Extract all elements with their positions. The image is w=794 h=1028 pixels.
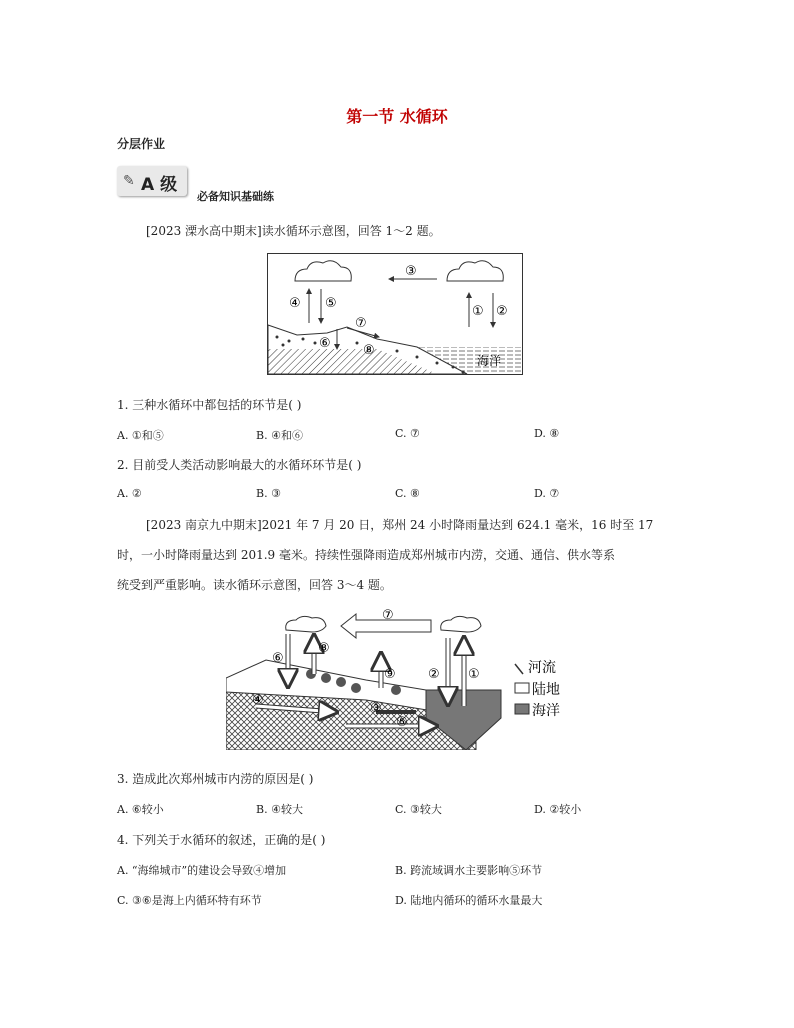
fig2-label-9: ⑨ — [384, 667, 396, 682]
fig2-label-2: ② — [428, 667, 440, 682]
legend-land-swatch — [515, 683, 529, 693]
q2-option-d[interactable]: D. ⑦ — [534, 487, 560, 500]
legend-river: 河流 — [528, 660, 556, 676]
q3-option-b[interactable]: B. ④较大 — [256, 803, 303, 816]
intro-2-line-3: 统受到严重影响。读水循环示意图，回答 3～4 题。 — [117, 578, 392, 592]
legend-ocean-swatch — [515, 704, 529, 714]
fig1-label-1: ① — [472, 304, 484, 319]
level-badge-label: A 级 — [141, 175, 178, 195]
fig2-label-8: ⑧ — [318, 641, 330, 656]
fig2-label-3: ③ — [370, 701, 382, 716]
subsection-heading: 必备知识基础练 — [197, 190, 274, 203]
q2-option-a[interactable]: A. ② — [117, 487, 142, 500]
intro-2-line-1: [2023 南京九中期末]2021 年 7 月 20 日，郑州 24 小时降雨量达到 624.1 毫米，16 时至 17 — [146, 518, 654, 532]
fig1-label-4: ④ — [289, 296, 301, 311]
section-heading: 分层作业 — [117, 137, 166, 151]
q1-option-c[interactable]: C. ⑦ — [395, 427, 420, 440]
q3-option-a[interactable]: A. ⑥较小 — [117, 803, 164, 816]
water-cycle-figure-2 — [226, 608, 580, 750]
q4-option-b[interactable]: B. 跨流域调水主要影响⑤环节 — [395, 864, 543, 877]
fig2-label-6: ⑥ — [272, 651, 284, 666]
q4-option-a[interactable]: A. “海绵城市”的建设会导致④增加 — [117, 864, 287, 877]
q3-option-d[interactable]: D. ②较小 — [534, 803, 582, 816]
fig1-label-5: ⑤ — [325, 296, 337, 311]
question-4: 4. 下列关于水循环的叙述，正确的是( ) — [117, 833, 326, 847]
legend-river-icon — [515, 664, 523, 674]
q1-option-d[interactable]: D. ⑧ — [534, 427, 560, 440]
q1-option-a[interactable]: A. ①和⑤ — [117, 429, 164, 442]
fig2-label-4: ④ — [252, 693, 264, 708]
page-title: 第一节 水循环 — [346, 107, 448, 126]
water-cycle-figure-1 — [267, 253, 523, 375]
q4-option-c[interactable]: C. ③⑥是海上内循环特有环节 — [117, 894, 262, 907]
q4-option-d[interactable]: D. 陆地内循环的循环水量最大 — [395, 894, 543, 907]
q1-option-b[interactable]: B. ④和⑥ — [256, 429, 303, 442]
q3-option-c[interactable]: C. ③较大 — [395, 803, 442, 816]
fig2-label-7: ⑦ — [382, 608, 394, 623]
q2-option-b[interactable]: B. ③ — [256, 487, 281, 500]
fig1-label-8: ⑧ — [363, 343, 375, 358]
fig1-label-6: ⑥ — [319, 336, 331, 351]
level-badge — [117, 166, 187, 196]
legend-ocean: 海洋 — [532, 703, 560, 719]
pencil-icon: ✎ — [123, 173, 135, 189]
cloud-left-icon — [286, 616, 326, 632]
fig1-ocean-label: 海洋 — [477, 354, 502, 368]
cloud-right-icon — [441, 616, 481, 632]
fig1-label-3: ③ — [405, 264, 417, 279]
legend-land: 陆地 — [532, 682, 560, 698]
intro-1: [2023 溧水高中期末]读水循环示意图，回答 1～2 题。 — [146, 224, 441, 238]
fig2-label-1: ① — [468, 667, 480, 682]
fig1-label-2: ② — [496, 304, 508, 319]
q2-option-c[interactable]: C. ⑧ — [395, 487, 420, 500]
intro-2-line-2: 时，一小时降雨量达到 201.9 毫米。持续性强降雨造成郑州城市内涝，交通、通信、供水等系 — [117, 548, 615, 562]
question-1: 1. 三种水循环中都包括的环节是( ) — [117, 398, 302, 412]
question-2: 2. 目前受人类活动影响最大的水循环环节是( ) — [117, 458, 362, 472]
fig1-label-7: ⑦ — [355, 316, 367, 331]
fig2-label-5: ⑤ — [396, 715, 408, 730]
question-3: 3. 造成此次郑州城市内涝的原因是( ) — [117, 772, 314, 786]
